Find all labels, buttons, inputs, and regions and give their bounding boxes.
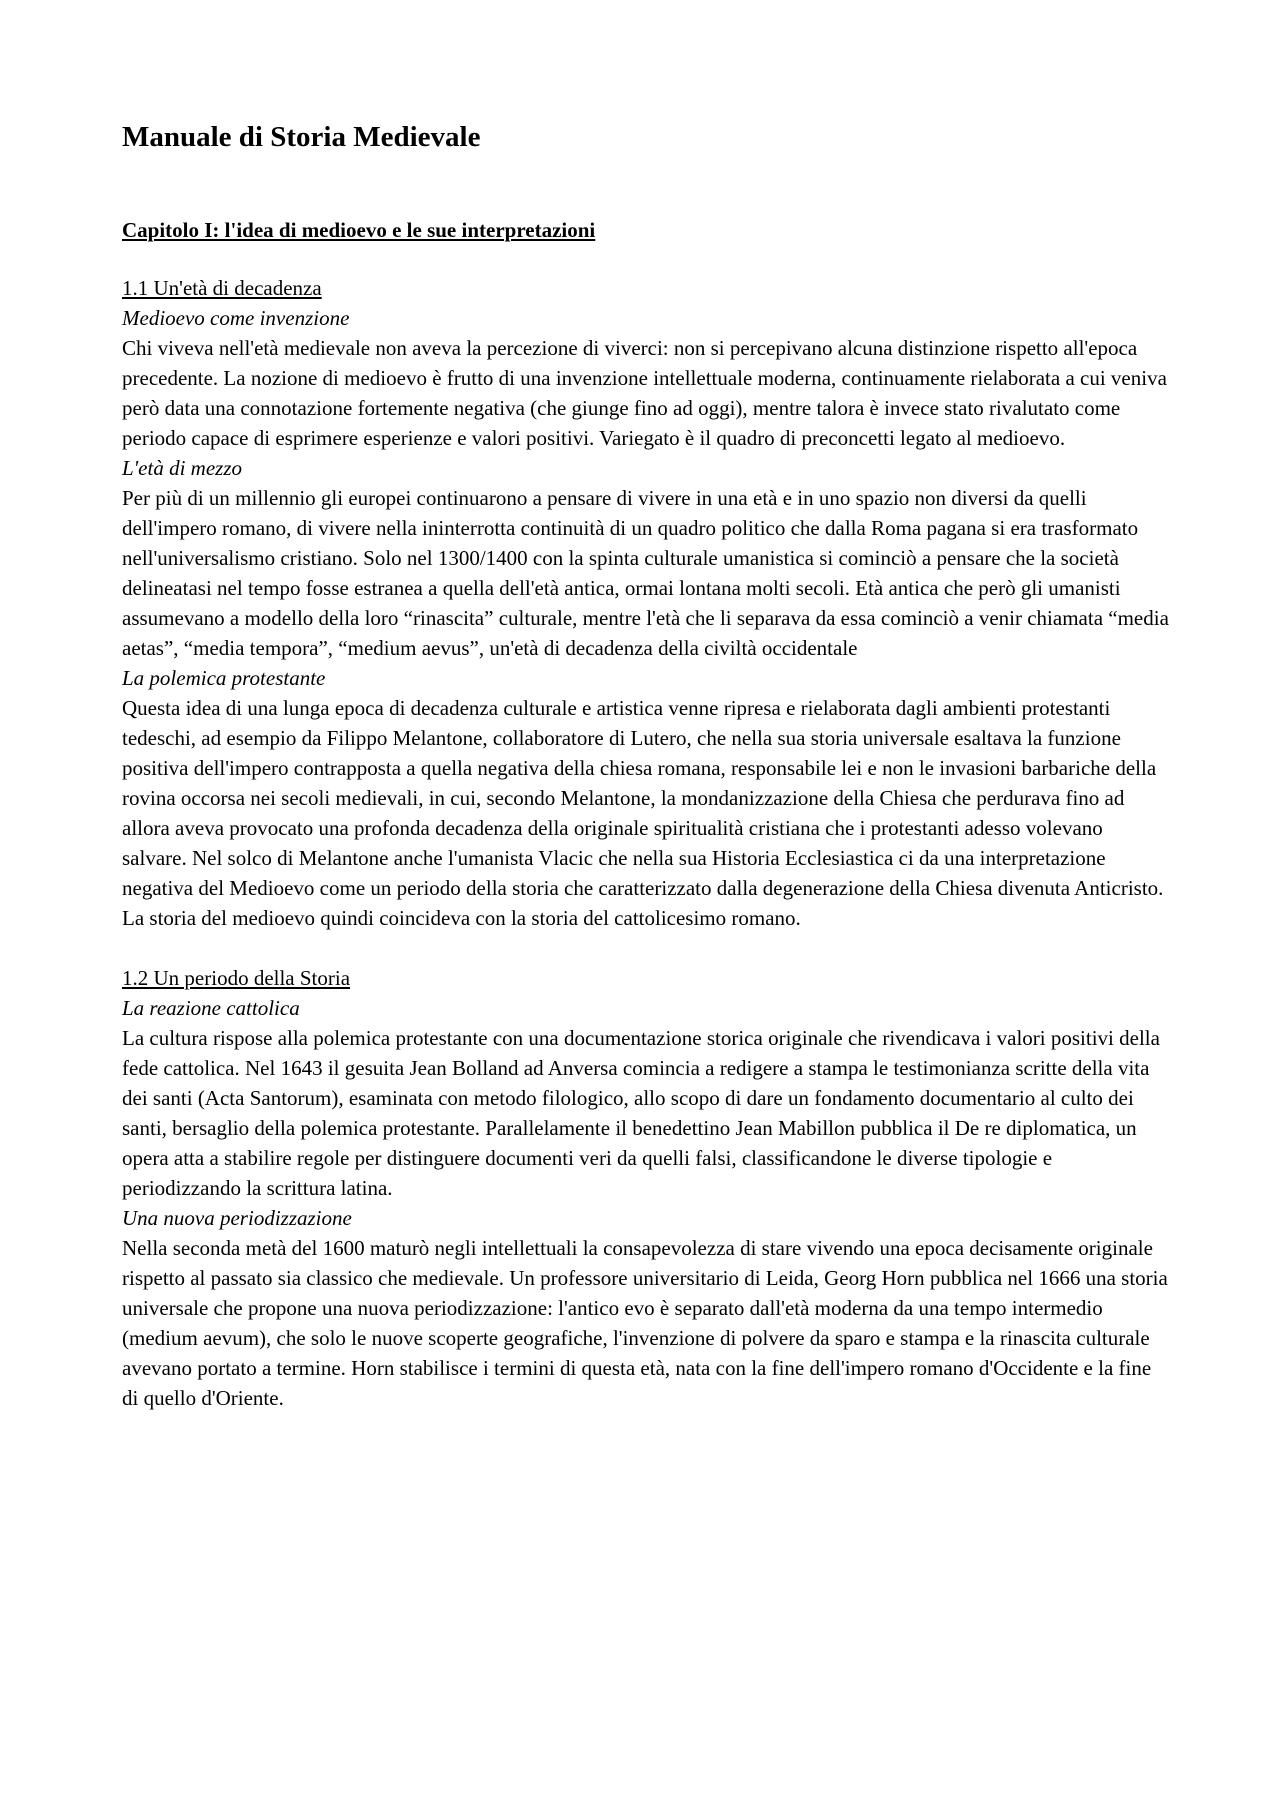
subsection-title: L'età di mezzo: [122, 455, 242, 480]
subsection-title: Una nuova periodizzazione: [122, 1205, 352, 1230]
subsection-title: Medioevo come invenzione: [122, 305, 350, 330]
document-page: [122, 120, 1172, 1413]
subsection-title: La reazione cattolica: [122, 995, 300, 1020]
chapter-title: Capitolo I: l'idea di medioevo e le sue interpretazioni: [122, 217, 596, 242]
section-title: 1.2 Un periodo della Storia: [122, 965, 351, 990]
paragraph: Questa idea di una lunga epoca di decadenza culturale e artistica venne ripresa e rielaborata dagli ambienti protestanti tedeschi, ad esempio da Filippo Melantone, collaboratore di Lutero, che nella sua storia universale esaltava la funzione positiva dell'impero contrapposta a quella negativa della chiesa romana, responsabile lei e non le invasioni barbariche della rovina occorsa nei secoli medievali, in cui, secondo Melantone, la mondanizzazione della Chiesa che perdurava fino ad allora aveva provocato una profonda decadenza della originale spiritualità cristiana che i protestanti adesso volevano salvare. Nel solco di Melantone anche l'umanista Vlacic che nella sua Historia Ecclesiastica ci da una interpretazione negativa del Medioevo come un periodo della storia che caratterizzato dalla degenerazione della Chiesa divenuta Anticristo. La storia del medioevo quindi coincideva con la storia del cattolicesimo romano.: [122, 695, 1164, 930]
paragraph: Per più di un millennio gli europei continuarono a pensare di vivere in una età e in uno spazio non diversi da quelli dell'impero romano, di vivere nella ininterrotta continuità di un quadro politico che dalla Roma pagana si era trasformato nell'universalismo cristiano. Solo nel 1300/1400 con la spinta culturale umanistica si cominciò a pensare che la società delineatasi nel tempo fosse estranea a quella dell'età antica, ormai lontana molti secoli. Età antica che però gli umanisti assumevano a modello della loro “rinascita” culturale, mentre l'età che li separava da essa cominciò a venir chiamata “media aetas”, “media tempora”, “medium aevus”, un'età di decadenza della civiltà occidentale: [122, 485, 1169, 660]
section-1-1: [122, 273, 1172, 933]
subsection-title: La polemica protestante: [122, 665, 326, 690]
section-1-2: [122, 963, 1172, 1413]
section-title: 1.1 Un'età di decadenza: [122, 275, 322, 300]
paragraph: La cultura rispose alla polemica protestante con una documentazione storica originale che rivendicava i valori positivi della fede cattolica. Nel 1643 il gesuita Jean Bolland ad Anversa comincia a redigere a stampa le testimonianza scritte della vita dei santi (Acta Santorum), esaminata con metodo filologico, allo scopo di dare un fondamento documentario al culto dei santi, bersaglio della polemica protestante. Parallelamente il benedettino Jean Mabillon pubblica il De re diplomatica, un opera atta a stabilire regole per distinguere documenti veri da quelli falsi, classificandone le diverse tipologie e periodizzando la scrittura latina.: [122, 1025, 1160, 1200]
document-title: Manuale di Storia Medievale: [122, 121, 481, 153]
paragraph: Nella seconda metà del 1600 maturò negli intellettuali la consapevolezza di stare vivendo una epoca decisamente originale rispetto al passato sia classico che medievale. Un professore universitario di Leida, Georg Horn pubblica nel 1666 una storia universale che propone una nuova periodizzazione: l'antico evo è separato dall'età moderna da una tempo intermedio (medium aevum), che solo le nuove scoperte geografiche, l'invenzione di polvere da sparo e stampa e la rinascita culturale avevano portato a termine. Horn stabilisce i termini di questa età, nata con la fine dell'impero romano d'Occidente e la fine di quello d'Oriente.: [122, 1235, 1168, 1410]
paragraph: Chi viveva nell'età medievale non aveva la percezione di viverci: non si percepivano alcuna distinzione rispetto all'epoca precedente. La nozione di medioevo è frutto di una invenzione intellettuale moderna, continuamente rielaborata a cui veniva però data una connotazione fortemente negativa (che giunge fino ad oggi), mentre talora è invece stato rivalutato come periodo capace di esprimere esperienze e valori positivi. Variegato è il quadro di preconcetti legato al medioevo.: [122, 335, 1167, 450]
